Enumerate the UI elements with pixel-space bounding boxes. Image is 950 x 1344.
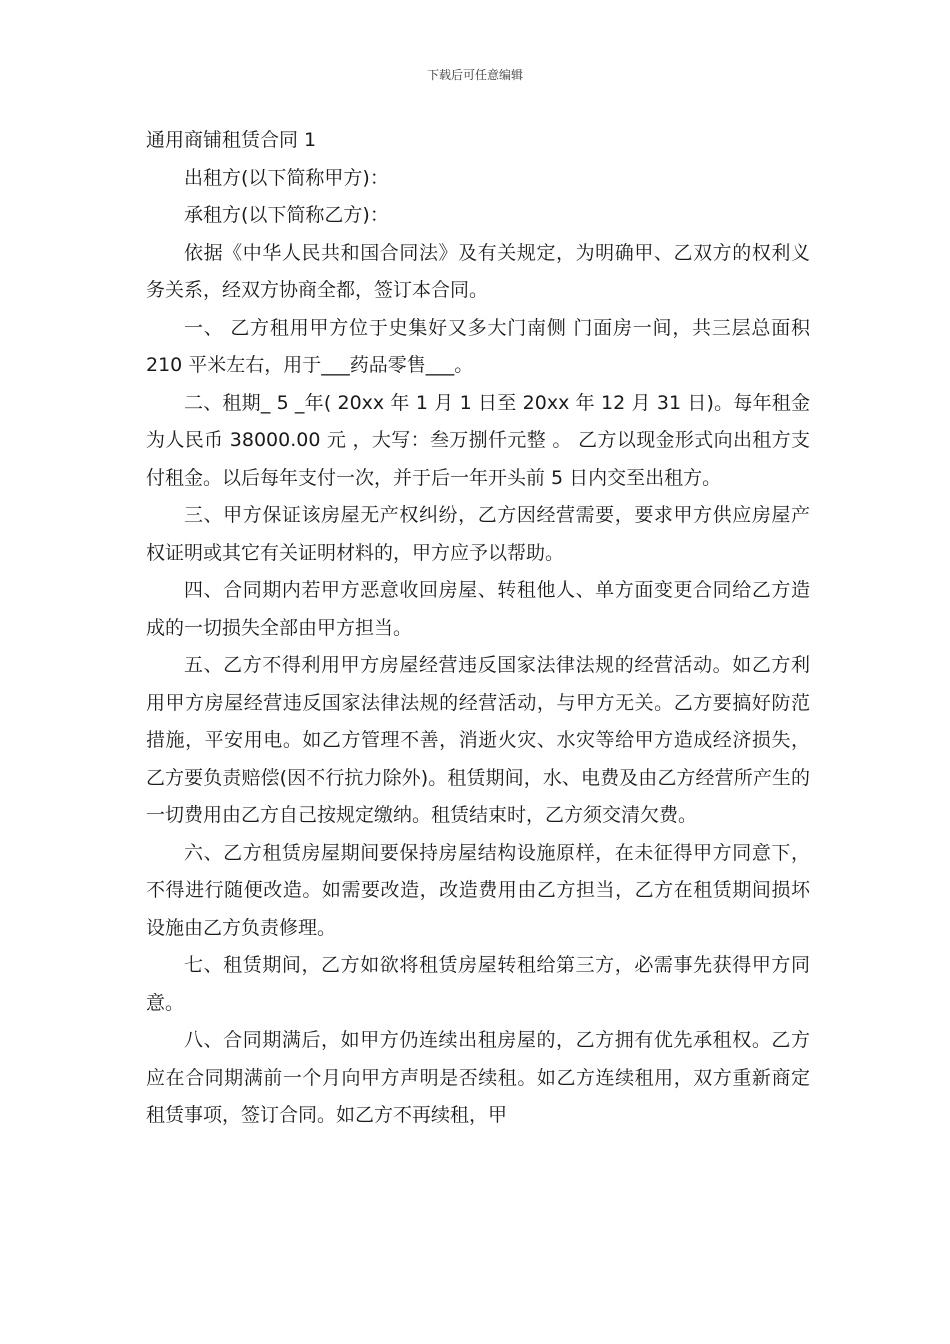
paragraph-lessor: 出租方(以下简称甲方)：	[184, 166, 389, 189]
document-title: 通用商铺租赁合同 1	[146, 129, 317, 151]
clause-6: 六、乙方租赁房屋期间要保持房屋结构设施原样，在未征得甲方同意下，不得进行随便改造。如需要改造，改造费用由乙方担当，乙方在租赁期间损坏设施由乙方负责修理。	[146, 841, 810, 939]
clause-4: 四、合同期内若甲方恶意收回房屋、转租他人、单方面变更合同给乙方造成的一切损失全部由甲方担当。	[146, 579, 810, 639]
paragraph-lessee: 承租方(以下简称乙方)：	[184, 204, 389, 226]
clause-5: 五、乙方不得利用甲方房屋经营违反国家法律法规的经营活动。如乙方利用甲方房屋经营违反国家法律法规的经营活动，与甲方无关。乙方要搞好防范措施，平安用电。如乙方管理不善，消逝火灾、水灾等给甲方造成经济损失，乙方要负责赔偿(因不行抗力除外)。租赁期间，水、电费及由乙方经营所产生的一切费用由乙方自己按规定缴纳。租赁结束时，乙方须交清欠费。	[146, 654, 810, 826]
clause-1: 一、 乙方租用甲方位于史集好又多大门南侧 门面房一间，共三层总面积 210 平米左右，用于___药品零售___。	[146, 316, 810, 376]
document-body	[146, 122, 810, 1135]
clause-2: 二、租期_ 5 _年( 20xx 年 1 月 1 日至 20xx 年 12 月 31 日)。每年租金为人民币 38000.00 元 ，大写：叁万捌仟元整 。 乙方以现金形式向出租方支付租金。以后每年支付一次，并于后一年开头前 5 日内交至出租方。	[146, 391, 810, 489]
clause-3: 三、甲方保证该房屋无产权纠纷，乙方因经营需要，要求甲方供应房屋产权证明或其它有关证明材料的，甲方应予以帮助。	[146, 504, 810, 564]
paragraph-preamble: 依据《中华人民共和国合同法》及有关规定，为明确甲、乙双方的权利义务关系，经双方协商全都，签订本合同。	[146, 241, 810, 301]
page-header-note: 下载后可任意编辑	[426, 68, 523, 82]
clause-8: 八、合同期满后，如甲方仍连续出租房屋的，乙方拥有优先承租权。乙方应在合同期满前一个月向甲方声明是否续租。如乙方连续租用，双方重新商定租赁事项，签订合同。如乙方不再续租，甲	[146, 1029, 810, 1126]
clause-7: 七、租赁期间，乙方如欲将租赁房屋转租给第三方，必需事先获得甲方同意。	[146, 954, 810, 1014]
